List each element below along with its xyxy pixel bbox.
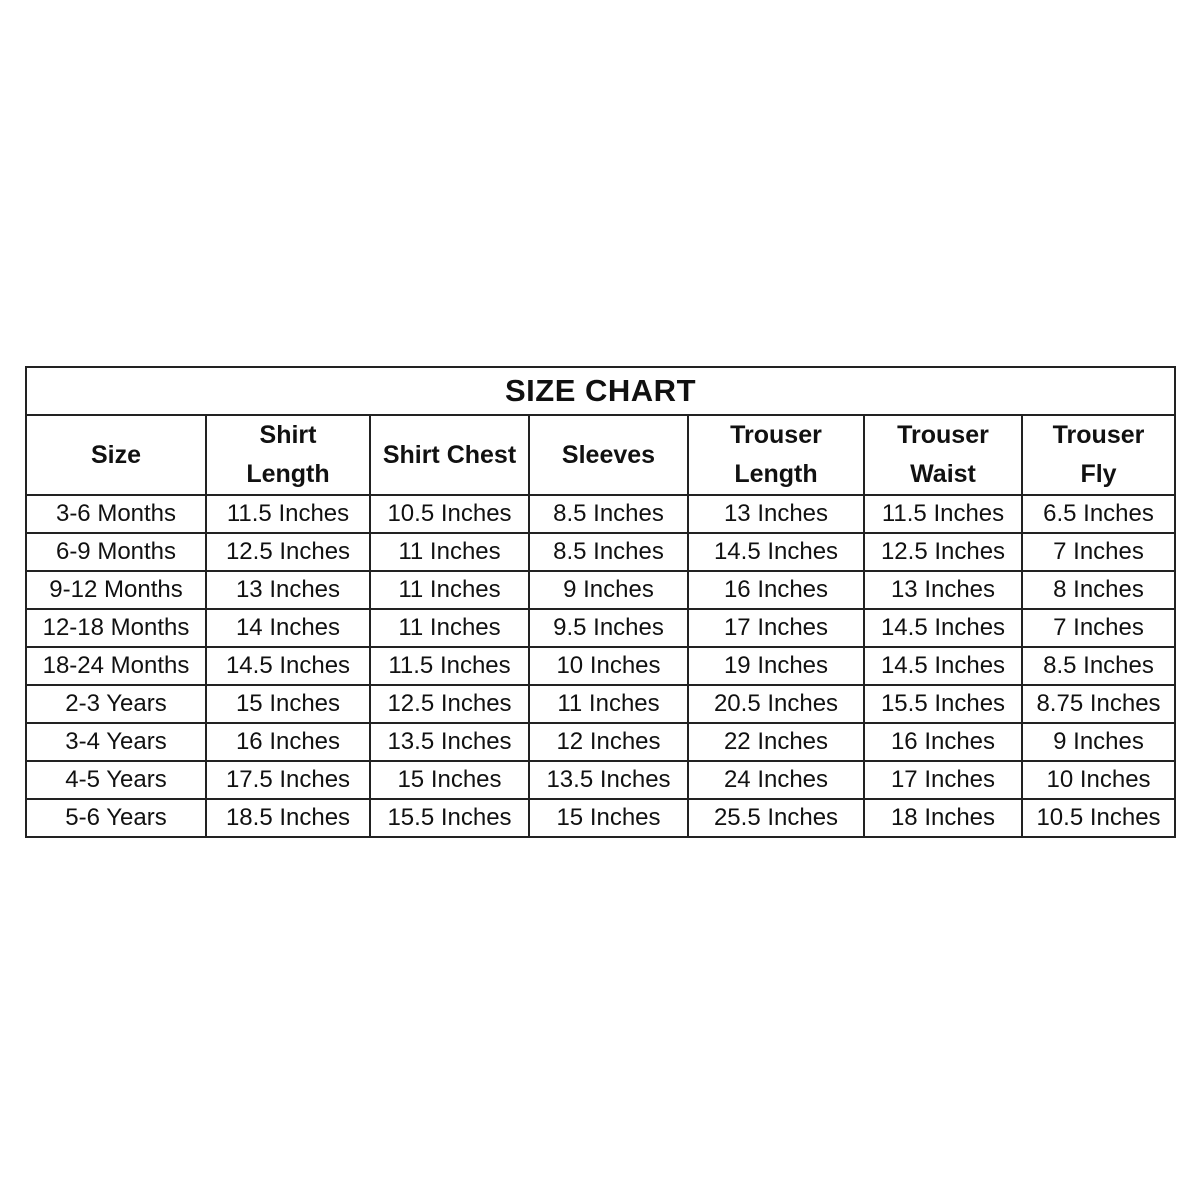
table-cell: 10.5 Inches bbox=[1022, 799, 1175, 837]
table-cell: 10.5 Inches bbox=[370, 495, 529, 533]
table-cell: 15.5 Inches bbox=[370, 799, 529, 837]
table-row bbox=[26, 685, 1175, 723]
table-cell: 3-4 Years bbox=[26, 723, 206, 761]
table-cell: 8 Inches bbox=[1022, 571, 1175, 609]
size-chart-table bbox=[25, 366, 1176, 838]
table-row bbox=[26, 571, 1175, 609]
table-cell: 6-9 Months bbox=[26, 533, 206, 571]
header-size bbox=[26, 415, 206, 495]
header-label: Trouser bbox=[897, 421, 989, 449]
table-cell: 24 Inches bbox=[688, 761, 864, 799]
header-label: Waist bbox=[910, 460, 976, 488]
header-row bbox=[26, 415, 1175, 495]
table-cell: 14.5 Inches bbox=[864, 609, 1022, 647]
header-label: Size bbox=[90, 440, 142, 469]
table-cell: 13 Inches bbox=[688, 495, 864, 533]
table-cell: 20.5 Inches bbox=[688, 685, 864, 723]
table-row bbox=[26, 647, 1175, 685]
table-cell: 15 Inches bbox=[206, 685, 370, 723]
table-row bbox=[26, 533, 1175, 571]
table-cell: 16 Inches bbox=[864, 723, 1022, 761]
table-cell: 13 Inches bbox=[864, 571, 1022, 609]
size-chart-body bbox=[26, 495, 1175, 837]
table-row bbox=[26, 609, 1175, 647]
table-cell: 9-12 Months bbox=[26, 571, 206, 609]
table-cell: 14 Inches bbox=[206, 609, 370, 647]
table-cell: 4-5 Years bbox=[26, 761, 206, 799]
title-row bbox=[26, 367, 1175, 415]
table-cell: 12.5 Inches bbox=[370, 685, 529, 723]
table-cell: 18-24 Months bbox=[26, 647, 206, 685]
table-cell: 2-3 Years bbox=[26, 685, 206, 723]
table-row bbox=[26, 799, 1175, 837]
table-cell: 11.5 Inches bbox=[206, 495, 370, 533]
table-row bbox=[26, 495, 1175, 533]
table-cell: 16 Inches bbox=[688, 571, 864, 609]
table-cell: 8.5 Inches bbox=[529, 533, 688, 571]
table-cell: 15.5 Inches bbox=[864, 685, 1022, 723]
table-cell: 17.5 Inches bbox=[206, 761, 370, 799]
header-sleeves bbox=[529, 415, 688, 495]
table-cell: 25.5 Inches bbox=[688, 799, 864, 837]
table-row bbox=[26, 761, 1175, 799]
table-cell: 10 Inches bbox=[529, 647, 688, 685]
table-cell: 12 Inches bbox=[529, 723, 688, 761]
header-trouser-waist bbox=[864, 415, 1022, 495]
table-cell: 16 Inches bbox=[206, 723, 370, 761]
table-cell: 22 Inches bbox=[688, 723, 864, 761]
table-cell: 11 Inches bbox=[370, 609, 529, 647]
header-label: Length bbox=[246, 460, 330, 488]
header-label: Trouser bbox=[730, 421, 822, 449]
table-cell: 3-6 Months bbox=[26, 495, 206, 533]
table-cell: 11 Inches bbox=[370, 571, 529, 609]
table-cell: 18.5 Inches bbox=[206, 799, 370, 837]
table-cell: 19 Inches bbox=[688, 647, 864, 685]
header-label: Shirt Chest bbox=[382, 440, 517, 469]
table-cell: 13.5 Inches bbox=[529, 761, 688, 799]
table-cell: 9.5 Inches bbox=[529, 609, 688, 647]
header-trouser-fly bbox=[1022, 415, 1175, 495]
header-shirt-length bbox=[206, 415, 370, 495]
header-label: Length bbox=[734, 460, 818, 488]
table-cell: 9 Inches bbox=[529, 571, 688, 609]
header-label: Fly bbox=[1080, 460, 1117, 488]
table-cell: 14.5 Inches bbox=[206, 647, 370, 685]
table-cell: 8.5 Inches bbox=[1022, 647, 1175, 685]
table-cell: 9 Inches bbox=[1022, 723, 1175, 761]
table-cell: 17 Inches bbox=[864, 761, 1022, 799]
table-cell: 11 Inches bbox=[529, 685, 688, 723]
table-cell: 15 Inches bbox=[370, 761, 529, 799]
table-cell: 15 Inches bbox=[529, 799, 688, 837]
header-shirt-chest bbox=[370, 415, 529, 495]
table-cell: 13 Inches bbox=[206, 571, 370, 609]
table-cell: 5-6 Years bbox=[26, 799, 206, 837]
table-cell: 14.5 Inches bbox=[688, 533, 864, 571]
table-cell: 8.5 Inches bbox=[529, 495, 688, 533]
table-title: SIZE CHART bbox=[26, 367, 1175, 415]
header-label: Shirt bbox=[259, 421, 317, 449]
table-cell: 14.5 Inches bbox=[864, 647, 1022, 685]
table-cell: 11.5 Inches bbox=[370, 647, 529, 685]
size-chart-sheet bbox=[25, 366, 1174, 838]
table-cell: 17 Inches bbox=[688, 609, 864, 647]
table-cell: 11 Inches bbox=[370, 533, 529, 571]
table-cell: 12.5 Inches bbox=[864, 533, 1022, 571]
table-cell: 12-18 Months bbox=[26, 609, 206, 647]
table-cell: 13.5 Inches bbox=[370, 723, 529, 761]
table-cell: 7 Inches bbox=[1022, 609, 1175, 647]
table-cell: 7 Inches bbox=[1022, 533, 1175, 571]
table-cell: 12.5 Inches bbox=[206, 533, 370, 571]
table-cell: 18 Inches bbox=[864, 799, 1022, 837]
header-label: Trouser bbox=[1052, 421, 1145, 449]
table-cell: 6.5 Inches bbox=[1022, 495, 1175, 533]
table-cell: 10 Inches bbox=[1022, 761, 1175, 799]
table-cell: 11.5 Inches bbox=[864, 495, 1022, 533]
header-trouser-length bbox=[688, 415, 864, 495]
table-cell: 8.75 Inches bbox=[1022, 685, 1175, 723]
header-label: Sleeves bbox=[561, 440, 656, 469]
table-row bbox=[26, 723, 1175, 761]
